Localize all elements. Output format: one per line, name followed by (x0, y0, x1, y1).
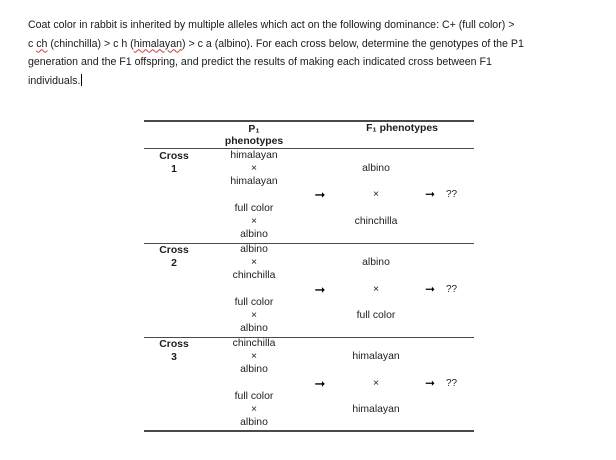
cross-symbol: × (372, 189, 380, 200)
header-p1: P₁ (248, 124, 260, 135)
cross-number: 2 (171, 258, 177, 269)
p1-phenotype: albino (240, 417, 268, 428)
cross-number: 1 (171, 164, 177, 175)
header-rule (144, 148, 474, 149)
spellcheck-word: himalayan (133, 37, 183, 50)
table-top-rule (144, 120, 474, 122)
header-f1: F₁ phenotypes (366, 123, 438, 134)
f1-phenotype: chinchilla (354, 216, 398, 227)
cross-label: Cross (159, 151, 189, 162)
intro-line-2-c: ) > c a (albino). For each cross below, determine the genotypes of the P1 (182, 37, 524, 50)
intro-line-3: generation and the F1 offspring, and predict the results of making each indicated cross between F1 (28, 56, 492, 69)
intro-line-2-a: c (28, 37, 37, 50)
cross-label: Cross (159, 339, 189, 350)
cross2-bottom-rule (144, 337, 474, 338)
intro-line-4 (28, 72, 603, 91)
ch-symbol: ch (36, 37, 48, 50)
text-cursor (81, 74, 82, 86)
result-placeholder: ?? (446, 189, 458, 200)
cross-symbol: × (250, 351, 258, 362)
cross-symbol: × (250, 404, 258, 415)
p1-phenotype: albino (240, 244, 268, 255)
intro-line-1: Coat color in rabbit is inherited by multiple alleles which act on the following dominance: C+ (full color) > (28, 19, 515, 31)
p1-phenotype: chinchilla (232, 338, 276, 349)
intro-paragraph (28, 16, 603, 90)
right-arrow-icon: ➞ (314, 282, 326, 297)
p1-phenotype: albino (240, 323, 268, 334)
intro-line-2 (28, 35, 603, 54)
p1-phenotype: chinchilla (232, 270, 276, 281)
cross-label: Cross (159, 245, 189, 256)
right-arrow-icon: ➞ (314, 187, 326, 202)
p1-phenotype: full color (234, 391, 274, 402)
intro-line-2-b: (chinchilla) > c h ( (47, 37, 134, 50)
p1-phenotype: albino (240, 229, 268, 240)
result-placeholder: ?? (446, 378, 458, 389)
result-placeholder: ?? (446, 284, 458, 295)
cross-symbol: × (250, 216, 258, 227)
right-arrow-icon: ➞ (425, 187, 436, 201)
right-arrow-icon: ➞ (425, 282, 436, 296)
p1-phenotype: albino (240, 364, 268, 375)
right-arrow-icon: ➞ (425, 376, 436, 390)
f1-phenotype: full color (356, 310, 396, 321)
p1-phenotype: himalayan (230, 150, 278, 161)
table-bottom-rule (144, 430, 474, 432)
cross-symbol: × (372, 284, 380, 295)
intro-line-4-text: individuals. (28, 74, 81, 87)
cross-symbol: × (372, 378, 380, 389)
p1-phenotype: full color (234, 297, 274, 308)
f1-phenotype: albino (362, 163, 390, 174)
right-arrow-icon: ➞ (314, 376, 326, 391)
cross1-bottom-rule (144, 243, 474, 244)
header-p1-sub: phenotypes (224, 136, 284, 147)
f1-phenotype: himalayan (352, 351, 400, 362)
cross-symbol: × (250, 257, 258, 268)
cross-symbol: × (250, 310, 258, 321)
p1-phenotype: full color (234, 203, 274, 214)
cross-symbol: × (250, 163, 258, 174)
f1-phenotype: albino (362, 257, 390, 268)
p1-phenotype: himalayan (230, 176, 278, 187)
f1-phenotype: himalayan (352, 404, 400, 415)
cross-number: 3 (171, 352, 177, 363)
